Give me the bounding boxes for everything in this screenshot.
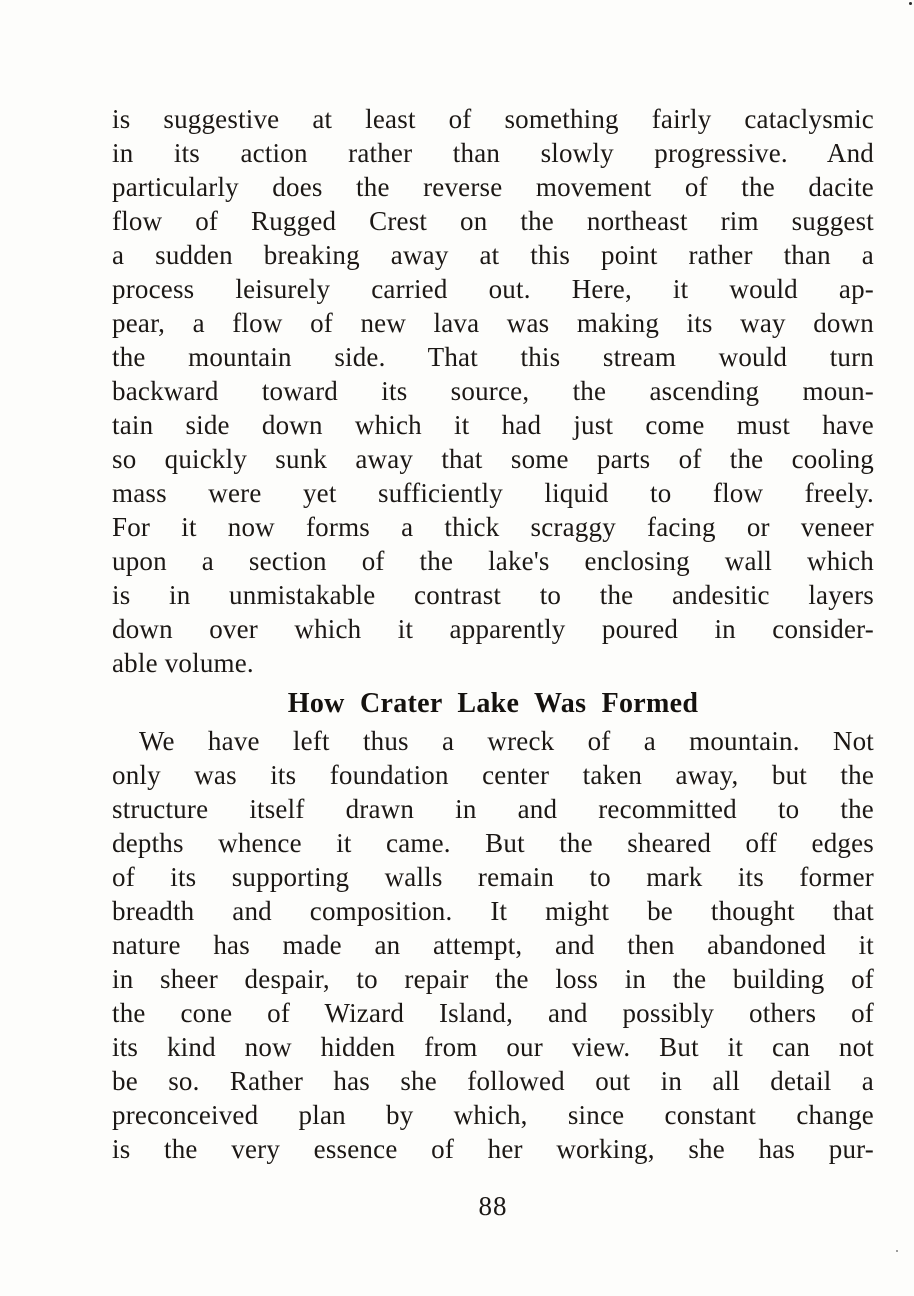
text-line: able volume. bbox=[112, 648, 254, 678]
text-line: nature has made an attempt, and then abandoned it bbox=[112, 930, 874, 960]
text-line: of its supporting walls remain to mark its former bbox=[112, 862, 874, 892]
text-line: We have left thus a wreck of a mountain. Not bbox=[139, 726, 874, 756]
text-line: preconceived plan by which, since constant change bbox=[112, 1100, 874, 1130]
text-line: a sudden breaking away at this point rather than a bbox=[112, 240, 874, 270]
text-line: its kind now hidden from our view. But it can not bbox=[112, 1032, 874, 1062]
text-line: is the very essence of her working, she has pur- bbox=[112, 1134, 874, 1164]
text-line: the mountain side. That this stream would turn bbox=[112, 342, 874, 372]
text-line: is in unmistakable contrast to the andesitic layers bbox=[112, 580, 874, 610]
text-line: depths whence it came. But the sheared off edges bbox=[112, 828, 874, 858]
text-line: is suggestive at least of something fairly cataclysmic bbox=[112, 104, 874, 134]
scan-speck bbox=[896, 1250, 898, 1252]
text-line: process leisurely carried out. Here, it would ap- bbox=[112, 274, 874, 304]
text-line: in its action rather than slowly progressive. And bbox=[112, 138, 874, 168]
text-line: structure itself drawn in and recommitted to the bbox=[112, 794, 874, 824]
text-line: down over which it apparently poured in consider- bbox=[112, 614, 874, 644]
text-line: the cone of Wizard Island, and possibly others of bbox=[112, 998, 874, 1028]
scan-speck bbox=[909, 2, 912, 5]
text-line: tain side down which it had just come must have bbox=[112, 410, 874, 440]
text-line: be so. Rather has she followed out in all detail a bbox=[112, 1066, 874, 1096]
section-heading: How Crater Lake Was Formed bbox=[287, 688, 699, 719]
text-line: pear, a flow of new lava was making its way down bbox=[112, 308, 874, 338]
text-line: only was its foundation center taken away, but the bbox=[112, 760, 874, 790]
text-line: upon a section of the lake's enclosing wall which bbox=[112, 546, 874, 576]
paragraph-how-crater-lake-was-formed bbox=[112, 724, 874, 1166]
text-line: For it now forms a thick scraggy facing or veneer bbox=[112, 512, 874, 542]
text-block bbox=[112, 102, 874, 1166]
text-line: mass were yet sufficiently liquid to flow freely. bbox=[112, 478, 874, 508]
page-number: 88 bbox=[478, 1191, 508, 1221]
paragraph-continued-from-previous-page bbox=[112, 102, 874, 680]
text-line: particularly does the reverse movement of the dacite bbox=[112, 172, 874, 202]
text-line: so quickly sunk away that some parts of the cooling bbox=[112, 444, 874, 474]
text-line: in sheer despair, to repair the loss in the building of bbox=[112, 964, 874, 994]
text-line: breadth and composition. It might be thought that bbox=[112, 896, 874, 926]
text-line: flow of Rugged Crest on the northeast rim suggest bbox=[112, 206, 874, 236]
text-line: backward toward its source, the ascending moun- bbox=[112, 376, 874, 406]
